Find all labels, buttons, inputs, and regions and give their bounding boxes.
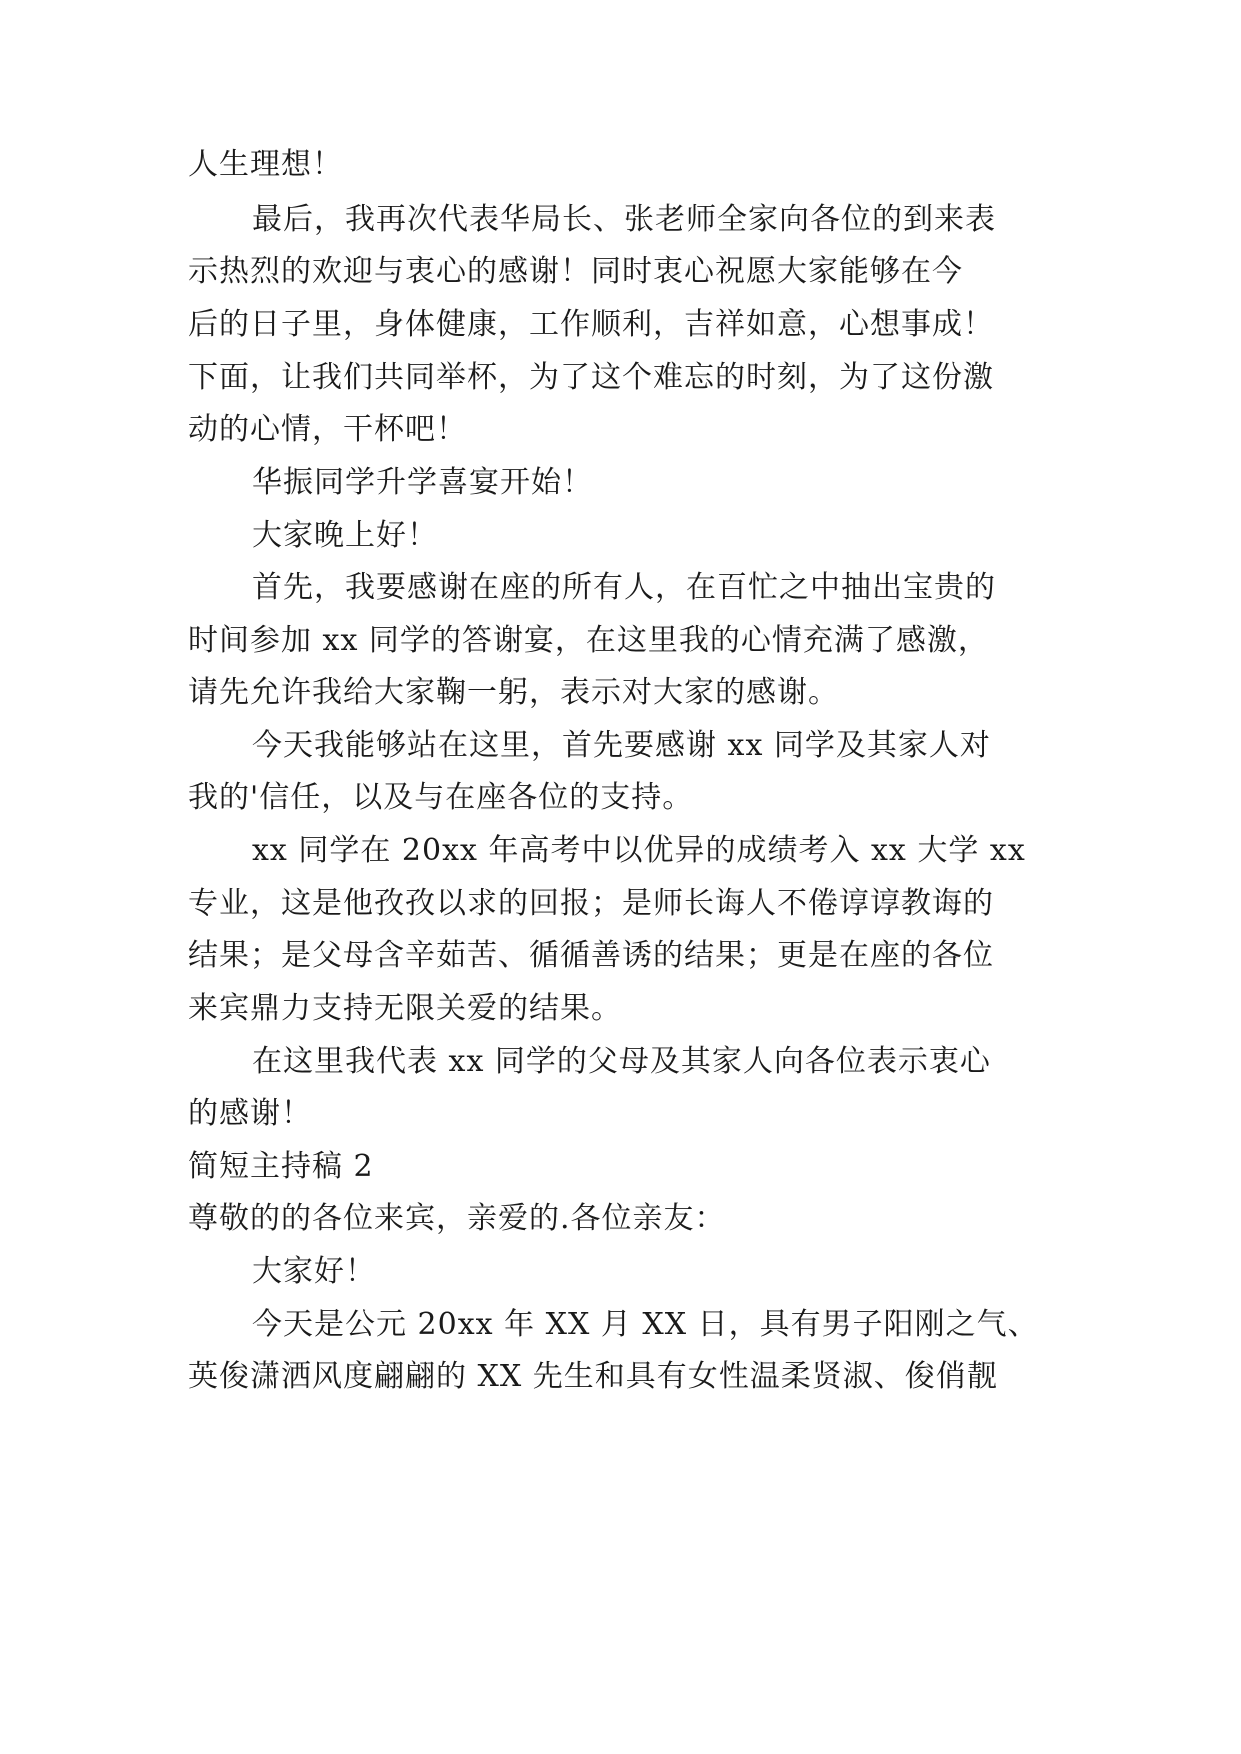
text-line: 今天我能够站在这里，首先要感谢 xx 同学及其家人对 — [252, 728, 991, 763]
text-line: 请先允许我给大家鞠一躬，表示对大家的感谢。 — [188, 675, 839, 710]
text-line: 专业，这是他孜孜以求的回报；是师长诲人不倦谆谆教诲的 — [188, 886, 994, 921]
text-line: 最后，我再次代表华局长、张老师全家向各位的到来表 — [252, 202, 996, 237]
text-line: 下面，让我们共同举杯，为了这个难忘的时刻，为了这份激 — [188, 360, 994, 395]
text-line: 来宾鼎力支持无限关爱的结果。 — [188, 991, 622, 1026]
text-line: 示热烈的欢迎与衷心的感谢！同时衷心祝愿大家能够在今 — [188, 254, 963, 289]
text-line: 我的'信任，以及与在座各位的支持。 — [188, 780, 694, 815]
text-line: xx 同学在 20xx 年高考中以优异的成绩考入 xx 大学 xx — [252, 833, 1026, 868]
text-line: 的感谢！ — [188, 1096, 312, 1131]
text-line: 结果；是父母含辛茹苦、循循善诱的结果；更是在座的各位 — [188, 938, 994, 973]
text-line: 英俊潇洒风度翩翩的 XX 先生和具有女性温柔贤淑、俊俏靓 — [188, 1359, 998, 1394]
salutation: 尊敬的的各位来宾，亲爱的.各位亲友： — [188, 1201, 726, 1236]
text-line: 大家晚上好！ — [252, 518, 438, 553]
text-line: 在这里我代表 xx 同学的父母及其家人向各位表示衷心 — [252, 1044, 991, 1079]
text-line: 大家好！ — [252, 1254, 376, 1289]
text-line: 华振同学升学喜宴开始！ — [252, 465, 593, 500]
section-heading: 简短主持稿 2 — [188, 1149, 374, 1184]
text-line: 首先，我要感谢在座的所有人，在百忙之中抽出宝贵的 — [252, 570, 996, 605]
text-line: 后的日子里，身体健康，工作顺利，吉祥如意，心想事成！ — [188, 307, 994, 342]
text-line: 时间参加 xx 同学的答谢宴，在这里我的心情充满了感激， — [188, 623, 989, 658]
text-line: 人生理想！ — [188, 147, 343, 182]
text-line: 今天是公元 20xx 年 XX 月 XX 日，具有男子阳刚之气、 — [252, 1307, 1039, 1342]
text-line: 动的心情，干杯吧！ — [188, 412, 467, 447]
